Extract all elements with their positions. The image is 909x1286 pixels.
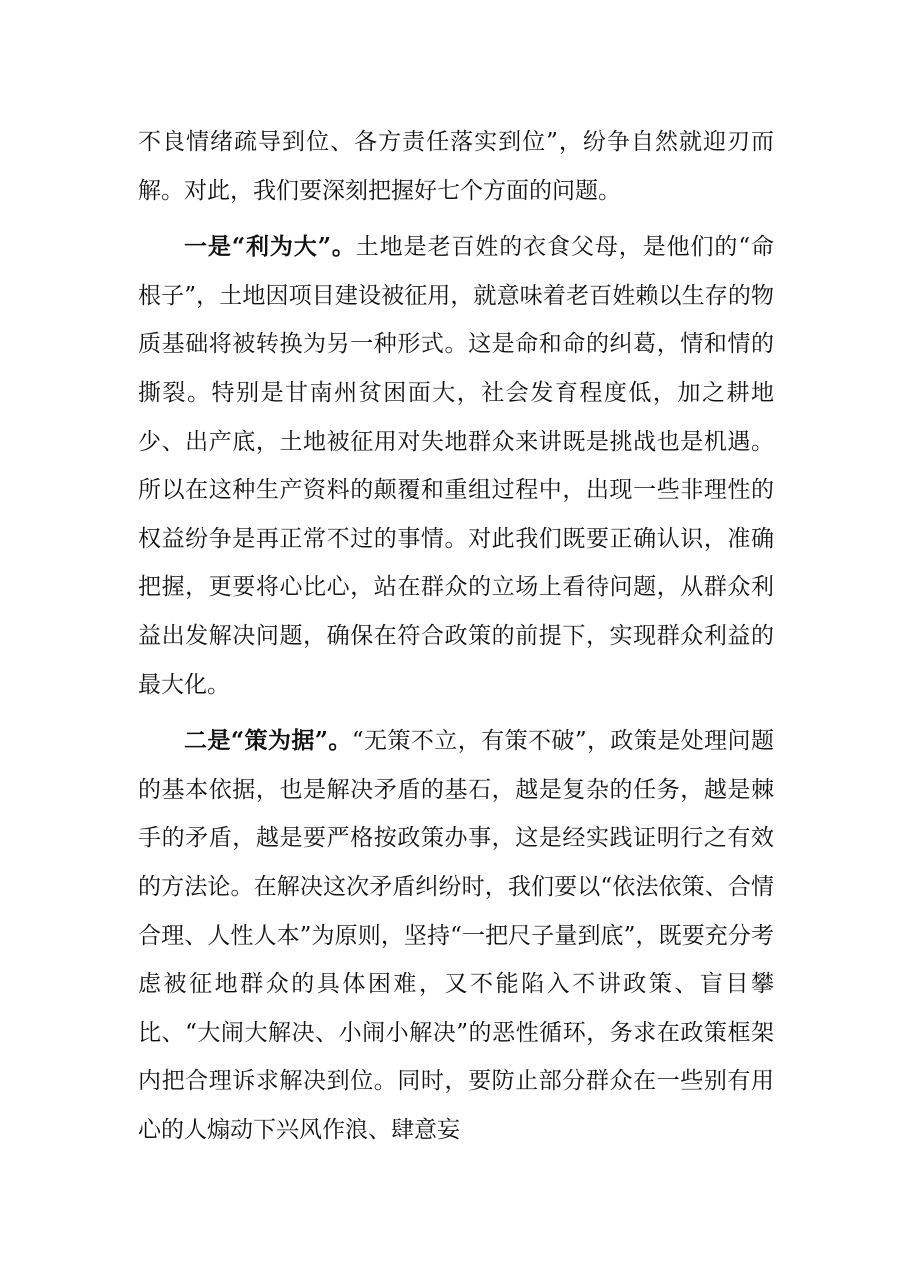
paragraph-heading: 二是“策为据”。 (184, 727, 352, 755)
paragraph-text: 土地是老百姓的衣食父母，是他们的“命根子”，土地因项目建设被征用，就意味着老百姓赖以生存的物质基础将被转换为另一种形式。这是命和命的纠葛，情和情的撕裂。特别是甘南州贫困面大，社会发育程度低，加之耕地少、出产底，土地被征用对失地群众来讲既是挑战也是机遇。所以在这种生产资料的颠覆和重组过程中，出现一些非理性的权益纷争是再正常不过的事情。对此我们既要正确认识，准确把握，更要将心比心，站在群众的立场上看待问题，从群众利益出发解决问题，确保在符合政策的前提下，实现群众利益的最大化。 (138, 234, 774, 698)
document-body (138, 118, 774, 1154)
paragraph-text: “无策不立，有策不破”，政策是处理问题的基本依据，也是解决矛盾的基石，越是复杂的任务，越是棘手的矛盾，越是要严格按政策办事，这是经实践证明行之有效的方法论。在解决这次矛盾纠纷时，我们要以“依法依策、合情合理、人性人本”为原则，坚持“一把尺子量到底”，既要充分考虑被征地群众的具体困难，又不能陷入不讲政策、盲目攀比、“大闹大解决、小闹小解决”的恶性循环，务求在政策框架内把合理诉求解决到位。同时，要防止部分群众在一些别有用心的人煽动下兴风作浪、肆意妄 (138, 728, 774, 1143)
paragraph-continuation (138, 118, 774, 215)
paragraph-point-two (138, 717, 774, 1154)
paragraph-heading: 一是“利为大”。 (184, 233, 356, 261)
paragraph-text: 不良情绪疏导到位、各方责任落实到位”，纷争自然就迎刃而解。对此，我们要深刻把握好七个方面的问题。 (138, 129, 774, 204)
paragraph-point-one (138, 223, 774, 709)
